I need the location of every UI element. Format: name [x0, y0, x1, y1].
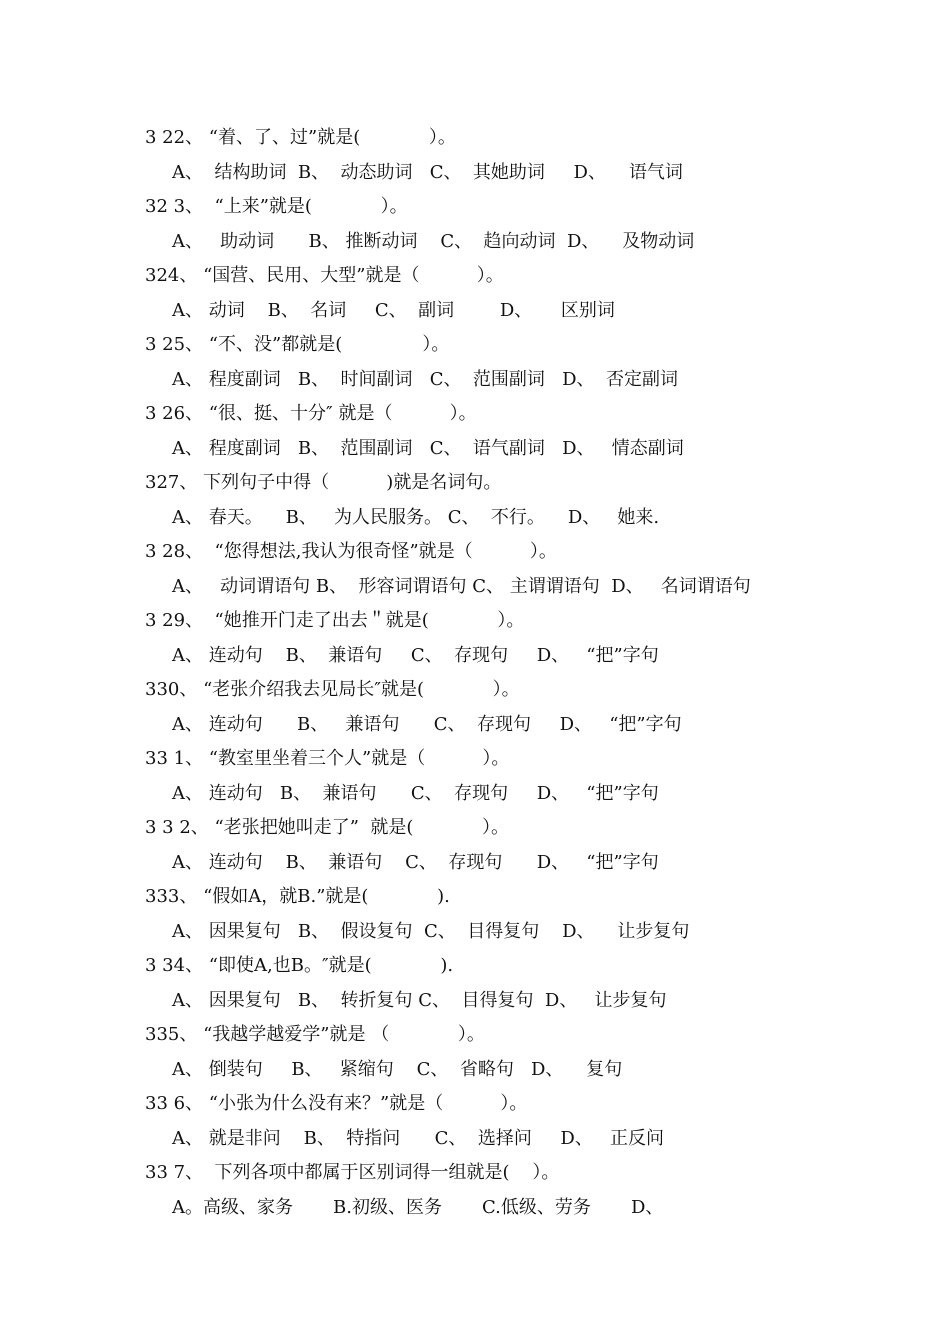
answer-options: A、 就是非问 B、 特指问 C、 选择问 D、 正反问	[172, 1127, 665, 1149]
question-stem: 3 26、 “很、挺、十分″ 就是（ ）。	[145, 403, 477, 424]
question-stem: 3 34、 “即使A,也B。″就是( ).	[145, 955, 454, 976]
question-stem: 330、 “老张介绍我去见局长″就是( ）。	[145, 679, 520, 700]
answer-options: A、 程度副词 B、 时间副词 C、 范围副词 D、 否定副词	[172, 368, 678, 390]
question-stem: 33 7、 下列各项中都属于区别词得一组就是( ）。	[145, 1162, 560, 1183]
answer-options: A。高级、家务 B.初级、医务 C.低级、劳务 D、	[172, 1196, 664, 1218]
answer-options: A、 因果复句 B、 假设复句 C、 目得复句 D、 让步复句	[172, 920, 690, 942]
question-stem: 3 29、 “她推开门走了出去＂就是( ）。	[145, 610, 525, 631]
answer-options: A、 连动句 B、 兼语句 C、 存现句 D、 “把”字句	[172, 782, 659, 804]
question-stem: 3 22、 “着、了、过”就是( ）。	[145, 127, 456, 148]
answer-options: A、 助动词 B、 推断动词 C、 趋向动词 D、 及物动词	[172, 230, 695, 252]
answer-options: A、 动词 B、 名词 C、 副词 D、 区别词	[172, 299, 615, 321]
question-stem: 335、 “我越学越爱学”就是 （ ）。	[145, 1024, 485, 1045]
answer-options: A、 春天。 B、 为人民服务。 C、 不行。 D、 她来.	[172, 506, 660, 528]
question-stem: 33 6、 “小张为什么没有来？”就是（ ）。	[145, 1093, 528, 1114]
answer-options: A、 连动句 B、 兼语句 C、 存现句 D、 “把”字句	[172, 644, 659, 666]
answer-options: A、 连动句 B、 兼语句 C、 存现句 D、 “把”字句	[172, 851, 659, 873]
question-stem: 33 1、 “教室里坐着三个人”就是（ ）。	[145, 748, 510, 769]
question-stem: 32 3、 “上来”就是( ）。	[145, 196, 408, 217]
answer-options: A、 因果复句 B、 转折复句 C、 目得复句 D、 让步复句	[172, 989, 667, 1011]
question-stem: 3 28、 “您得想法,我认为很奇怪”就是（ ）。	[145, 541, 557, 562]
question-stem: 333、 “假如A，就B.”就是( ).	[145, 886, 450, 907]
answer-options: A、 动词谓语句 B、 形容词谓语句 C、 主谓谓语句 D、 名词谓语句	[172, 575, 751, 597]
answer-options: A、 连动句 B、 兼语句 C、 存现句 D、 “把”字句	[172, 713, 682, 735]
question-stem: 3 3 2、 “老张把她叫走了” 就是( ）。	[145, 817, 510, 838]
question-stem: 3 25、 “不、没”都就是( ）。	[145, 334, 450, 355]
question-stem: 324、 “国营、民用、大型”就是（ ）。	[145, 265, 504, 286]
question-stem: 327、 下列句子中得（ )就是名词句。	[145, 472, 502, 493]
answer-options: A、 程度副词 B、 范围副词 C、 语气副词 D、 情态副词	[172, 437, 684, 459]
answer-options: A、 倒装句 B、 紧缩句 C、 省略句 D、 复句	[172, 1058, 623, 1080]
answer-options: A、 结构助词 B、 动态助词 C、 其她助词 D、 语气词	[172, 161, 683, 183]
